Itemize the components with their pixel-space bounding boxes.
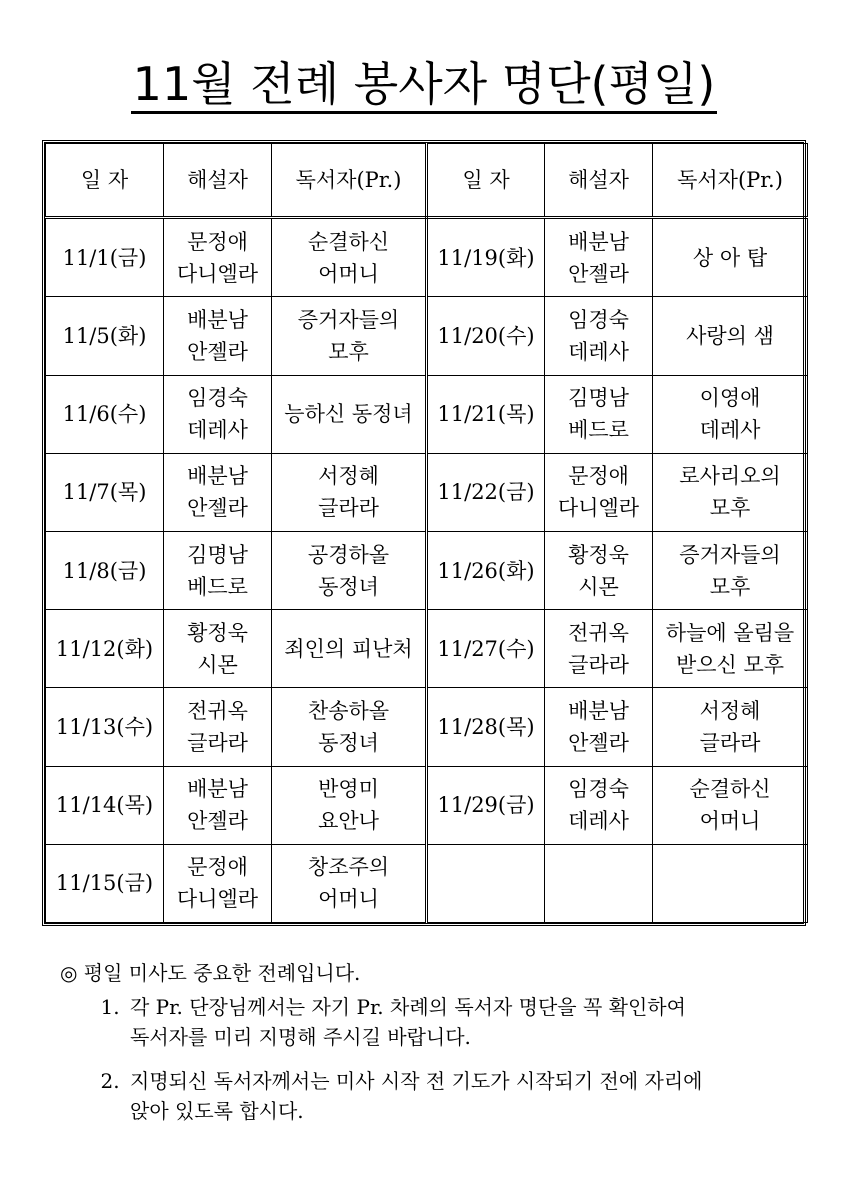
- reader-line: 모후: [709, 574, 751, 599]
- table-row: [46, 297, 808, 375]
- cell-date-left: 11/15(금): [46, 844, 164, 922]
- reader-line: 모후: [709, 496, 751, 521]
- commentator-line: 배분남: [568, 698, 629, 723]
- commentator-line: 베드로: [187, 574, 248, 599]
- commentator-line: 배분남: [187, 777, 248, 802]
- schedule-table-frame: [42, 140, 806, 926]
- header-date-left: 일 자: [46, 144, 164, 218]
- cell-reader-left: [272, 531, 427, 609]
- cell-date-left: 11/14(목): [46, 766, 164, 844]
- commentator-line: 임경숙: [568, 777, 629, 802]
- cell-date-right: 11/20(수): [427, 297, 545, 375]
- reader-line: 죄인의 피난처: [284, 636, 413, 661]
- table-row: [46, 375, 808, 453]
- note-line: 앉아 있도록 합시다.: [130, 1099, 304, 1123]
- table-header-row: [46, 144, 808, 218]
- cell-commentator-right: [545, 766, 653, 844]
- cell-reader-left: [272, 453, 427, 531]
- cell-commentator-left: [164, 844, 272, 922]
- cell-date-right: 11/21(목): [427, 375, 545, 453]
- cell-date-right: 11/27(수): [427, 610, 545, 688]
- cell-date-right: 11/29(금): [427, 766, 545, 844]
- cell-commentator-left: [164, 688, 272, 766]
- cell-reader-left: [272, 297, 427, 375]
- cell-date-left: 11/8(금): [46, 531, 164, 609]
- cell-date-left: 11/13(수): [46, 688, 164, 766]
- cell-commentator-right: [545, 688, 653, 766]
- commentator-line: 안젤라: [568, 730, 629, 755]
- cell-reader-right: [653, 375, 808, 453]
- header-commentator-right: 해설자: [545, 144, 653, 218]
- notes-list: [48, 992, 808, 1126]
- reader-line: 능하신 동정녀: [284, 402, 413, 427]
- cell-date-left: 11/6(수): [46, 375, 164, 453]
- table-row: [46, 531, 808, 609]
- note-item: [126, 992, 808, 1052]
- cell-commentator-right: [545, 375, 653, 453]
- cell-commentator-left: [164, 531, 272, 609]
- reader-line: 공경하올: [307, 542, 390, 567]
- table-row: [46, 453, 808, 531]
- commentator-line: 임경숙: [568, 307, 629, 332]
- note-line: 1. 각 Pr. 단장님께서는 자기 Pr. 차례의 독서자 명단을 꼭 확인하여: [130, 995, 686, 1019]
- commentator-line: 배분남: [187, 464, 248, 489]
- cell-commentator-left: [164, 375, 272, 453]
- schedule-table: [45, 143, 808, 923]
- commentator-line: 전귀옥: [187, 698, 248, 723]
- cell-reader-left: [272, 766, 427, 844]
- reader-line: 증거자들의: [679, 542, 781, 567]
- reader-line: 어머니: [699, 809, 761, 834]
- cell-reader-right: [653, 610, 808, 688]
- commentator-line: 안젤라: [187, 809, 248, 834]
- reader-line: 로사리오의: [679, 464, 781, 489]
- empty-cell: [545, 844, 653, 922]
- cell-reader-left: [272, 218, 427, 297]
- header-reader-left: 독서자(Pr.): [272, 144, 427, 218]
- reader-line: 모후: [328, 339, 369, 364]
- reader-line: 동정녀: [318, 574, 379, 599]
- reader-line: 받으신 모후: [675, 652, 785, 677]
- reader-line: 창조주의: [307, 855, 390, 880]
- header-reader-right: 독서자(Pr.): [653, 144, 808, 218]
- cell-reader-right: [653, 766, 808, 844]
- reader-line: 어머니: [318, 887, 379, 912]
- commentator-line: 김명남: [568, 386, 629, 411]
- cell-date-left: 11/1(금): [46, 218, 164, 297]
- commentator-line: 다니엘라: [557, 496, 640, 521]
- cell-reader-right: [653, 453, 808, 531]
- commentator-line: 다니엘라: [176, 261, 259, 286]
- note-line: 2. 지명되신 독서자께서는 미사 시작 전 기도가 시작되기 전에 자리에: [130, 1069, 703, 1093]
- commentator-line: 데레사: [568, 339, 629, 364]
- commentator-line: 황정욱: [568, 542, 629, 567]
- cell-date-left: 11/12(화): [46, 610, 164, 688]
- reader-line: 증거자들의: [297, 307, 400, 332]
- empty-cell: [653, 844, 808, 922]
- commentator-line: 김명남: [187, 542, 248, 567]
- cell-date-left: 11/5(화): [46, 297, 164, 375]
- reader-line: 찬송하올: [307, 698, 390, 723]
- cell-commentator-left: [164, 297, 272, 375]
- reader-line: 동정녀: [318, 730, 379, 755]
- cell-reader-right: [653, 297, 808, 375]
- table-row: [46, 218, 808, 297]
- page-title-text: 11월 전례 봉사자 명단(평일): [131, 57, 718, 114]
- header-date-right: 일 자: [427, 144, 545, 218]
- cell-reader-left: [272, 375, 427, 453]
- table-row: [46, 844, 808, 922]
- reader-line: 하늘에 올림을: [665, 620, 795, 645]
- commentator-line: 임경숙: [187, 386, 248, 411]
- schedule-body: [46, 218, 808, 923]
- cell-commentator-right: [545, 218, 653, 297]
- cell-reader-right: [653, 218, 808, 297]
- cell-date-right: 11/19(화): [427, 218, 545, 297]
- reader-line: 데레사: [699, 418, 761, 443]
- commentator-line: 문정애: [568, 464, 629, 489]
- note-item: [126, 1066, 808, 1126]
- notes-section: [48, 958, 808, 1140]
- cell-reader-left: [272, 844, 427, 922]
- commentator-line: 데레사: [187, 418, 248, 443]
- reader-line: 서정혜: [699, 698, 761, 723]
- reader-line: 어머니: [318, 261, 379, 286]
- cell-commentator-right: [545, 531, 653, 609]
- notes-heading: ◎ 평일 미사도 중요한 전례입니다.: [60, 961, 361, 985]
- cell-commentator-right: [545, 297, 653, 375]
- reader-line: 반영미: [318, 777, 379, 802]
- commentator-line: 문정애: [187, 229, 248, 254]
- cell-commentator-left: [164, 766, 272, 844]
- commentator-line: 전귀옥: [568, 620, 629, 645]
- commentator-line: 글라라: [568, 652, 629, 677]
- reader-line: 이영애: [699, 386, 761, 411]
- note-line: 독서자를 미리 지명해 주시길 바랍니다.: [130, 1025, 471, 1049]
- cell-date-left: 11/7(목): [46, 453, 164, 531]
- commentator-line: 베드로: [568, 418, 629, 443]
- table-row: [46, 766, 808, 844]
- cell-date-right: 11/26(화): [427, 531, 545, 609]
- cell-commentator-left: [164, 453, 272, 531]
- commentator-line: 글라라: [187, 730, 248, 755]
- commentator-line: 시몬: [578, 574, 619, 599]
- reader-line: 순결하신: [689, 777, 771, 802]
- table-row: [46, 688, 808, 766]
- reader-line: 순결하신: [307, 229, 390, 254]
- cell-reader-right: [653, 688, 808, 766]
- commentator-line: 안젤라: [187, 339, 248, 364]
- commentator-line: 문정애: [187, 855, 248, 880]
- commentator-line: 데레사: [568, 809, 629, 834]
- cell-date-right: 11/22(금): [427, 453, 545, 531]
- reader-line: 요안나: [318, 809, 379, 834]
- commentator-line: 다니엘라: [176, 887, 259, 912]
- header-commentator-left: 해설자: [164, 144, 272, 218]
- reader-line: 서정혜: [318, 464, 379, 489]
- empty-cell: [427, 844, 545, 922]
- reader-line: 상 아 탑: [692, 245, 768, 270]
- cell-commentator-left: [164, 610, 272, 688]
- cell-date-right: 11/28(목): [427, 688, 545, 766]
- reader-line: 글라라: [318, 496, 379, 521]
- commentator-line: 배분남: [568, 229, 629, 254]
- cell-reader-left: [272, 610, 427, 688]
- page-title: [0, 52, 848, 116]
- commentator-line: 안젤라: [187, 496, 248, 521]
- cell-reader-right: [653, 531, 808, 609]
- commentator-line: 시몬: [197, 652, 238, 677]
- commentator-line: 황정욱: [187, 620, 248, 645]
- cell-commentator-right: [545, 453, 653, 531]
- cell-commentator-left: [164, 218, 272, 297]
- cell-reader-left: [272, 688, 427, 766]
- table-row: [46, 610, 808, 688]
- reader-line: 사랑의 샘: [686, 323, 774, 348]
- commentator-line: 안젤라: [568, 261, 629, 286]
- commentator-line: 배분남: [187, 307, 248, 332]
- cell-commentator-right: [545, 610, 653, 688]
- reader-line: 글라라: [699, 730, 761, 755]
